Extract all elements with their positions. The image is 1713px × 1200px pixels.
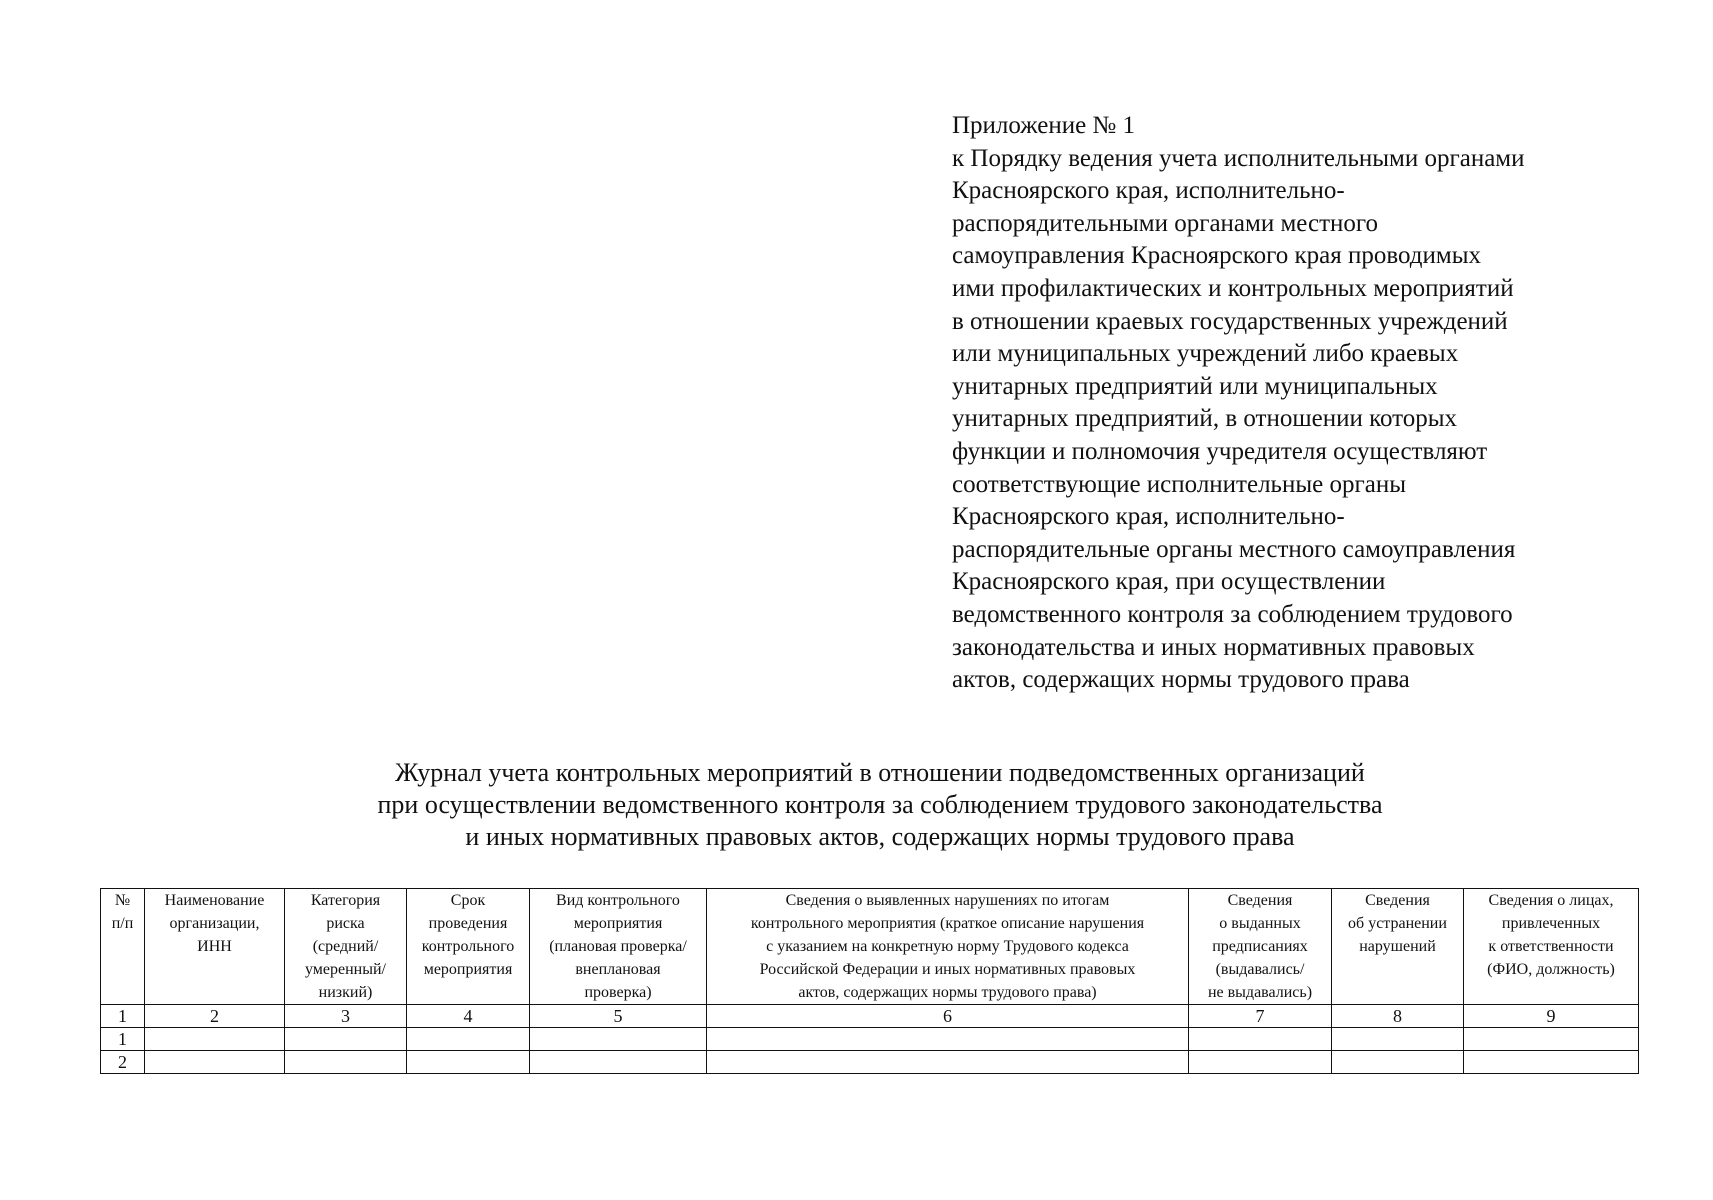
- journal-title: [200, 757, 1560, 853]
- table-header-row: [101, 889, 1639, 1005]
- column-number-cell: 7: [1189, 1005, 1332, 1028]
- appendix-line: законодательства и иных нормативных правовых: [952, 633, 1475, 661]
- header-cell-organization: Наименование организации, ИНН: [145, 889, 285, 1005]
- table-cell: [530, 1051, 707, 1074]
- journal-title-line: при осуществлении ведомственного контроля за соблюдением трудового законодательства: [377, 790, 1383, 819]
- table-cell: [145, 1028, 285, 1051]
- journal-title-line: и иных нормативных правовых актов, содержащих нормы трудового права: [465, 822, 1295, 851]
- appendix-line: функции и полномочия учредителя осуществляют: [952, 437, 1488, 465]
- header-cell-risk-category: Категория риска (средний/ умеренный/ низкий): [285, 889, 407, 1005]
- column-number-cell: 1: [101, 1005, 145, 1028]
- table-cell: [285, 1028, 407, 1051]
- table-cell: [145, 1051, 285, 1074]
- appendix-line: самоуправления Красноярского края проводимых: [952, 242, 1482, 270]
- table-cell: [285, 1051, 407, 1074]
- appendix-line: распорядительными органами местного: [952, 209, 1379, 237]
- table-cell: [407, 1051, 530, 1074]
- header-cell-responsible-persons: Сведения о лицах, привлеченных к ответственности (ФИО, должность): [1464, 889, 1639, 1005]
- appendix-line: унитарных предприятий, в отношении которых: [952, 405, 1458, 433]
- column-number-cell: 2: [145, 1005, 285, 1028]
- appendix-line: распорядительные органы местного самоуправления: [952, 535, 1516, 563]
- appendix-line: актов, содержащих нормы трудового права: [952, 666, 1410, 694]
- appendix-line: ведомственного контроля за соблюдением трудового: [952, 600, 1513, 628]
- header-cell-deadline: Срок проведения контрольного мероприятия: [407, 889, 530, 1005]
- appendix-block: [952, 110, 1652, 697]
- appendix-line: унитарных предприятий или муниципальных: [952, 372, 1438, 400]
- table-cell: [707, 1051, 1189, 1074]
- column-number-cell: 4: [407, 1005, 530, 1028]
- header-cell-violations: Сведения о выявленных нарушениях по итогам контрольного мероприятия (краткое описание нарушения с указанием на конкретную норму Трудового кодекса Российской Федерации и иных нормативных правовых актов, содержащих нормы трудового права): [707, 889, 1189, 1005]
- table-cell: [1189, 1028, 1332, 1051]
- appendix-line: Красноярского края, исполнительно-: [952, 503, 1345, 531]
- header-cell-number: № п/п: [101, 889, 145, 1005]
- appendix-line: или муниципальных учреждений либо краевых: [952, 340, 1459, 368]
- table-cell: [1332, 1051, 1464, 1074]
- table-cell: [707, 1028, 1189, 1051]
- table-cell: 2: [101, 1051, 145, 1074]
- appendix-line: соответствующие исполнительные органы: [952, 470, 1407, 498]
- appendix-line: Красноярского края, исполнительно-: [952, 177, 1345, 205]
- appendix-line: Красноярского края, при осуществлении: [952, 568, 1386, 596]
- table-cell: [1189, 1051, 1332, 1074]
- table-row: [101, 1051, 1639, 1074]
- table-cell: [1332, 1028, 1464, 1051]
- header-cell-elimination: Сведения об устранении нарушений: [1332, 889, 1464, 1005]
- table-cell: 1: [101, 1028, 145, 1051]
- table-cell: [1464, 1028, 1639, 1051]
- column-number-cell: 5: [530, 1005, 707, 1028]
- column-number-cell: 3: [285, 1005, 407, 1028]
- table-cell: [530, 1028, 707, 1051]
- table-cell: [407, 1028, 530, 1051]
- appendix-line: ими профилактических и контрольных мероприятий: [952, 274, 1514, 302]
- journal-title-line: Журнал учета контрольных мероприятий в отношении подведомственных организаций: [395, 758, 1365, 787]
- table-row: [101, 1028, 1639, 1051]
- column-number-cell: 8: [1332, 1005, 1464, 1028]
- header-cell-orders: Сведения о выданных предписаниях (выдавались/ не выдавались): [1189, 889, 1332, 1005]
- column-number-cell: 9: [1464, 1005, 1639, 1028]
- journal-table: [100, 888, 1639, 1074]
- appendix-line: в отношении краевых государственных учреждений: [952, 307, 1508, 335]
- table-cell: [1464, 1051, 1639, 1074]
- appendix-line: Приложение № 1: [952, 112, 1136, 139]
- column-number-row: [101, 1005, 1639, 1028]
- appendix-line: к Порядку ведения учета исполнительными органами: [952, 144, 1525, 172]
- header-cell-inspection-type: Вид контрольного мероприятия (плановая проверка/ внеплановая проверка): [530, 889, 707, 1005]
- column-number-cell: 6: [707, 1005, 1189, 1028]
